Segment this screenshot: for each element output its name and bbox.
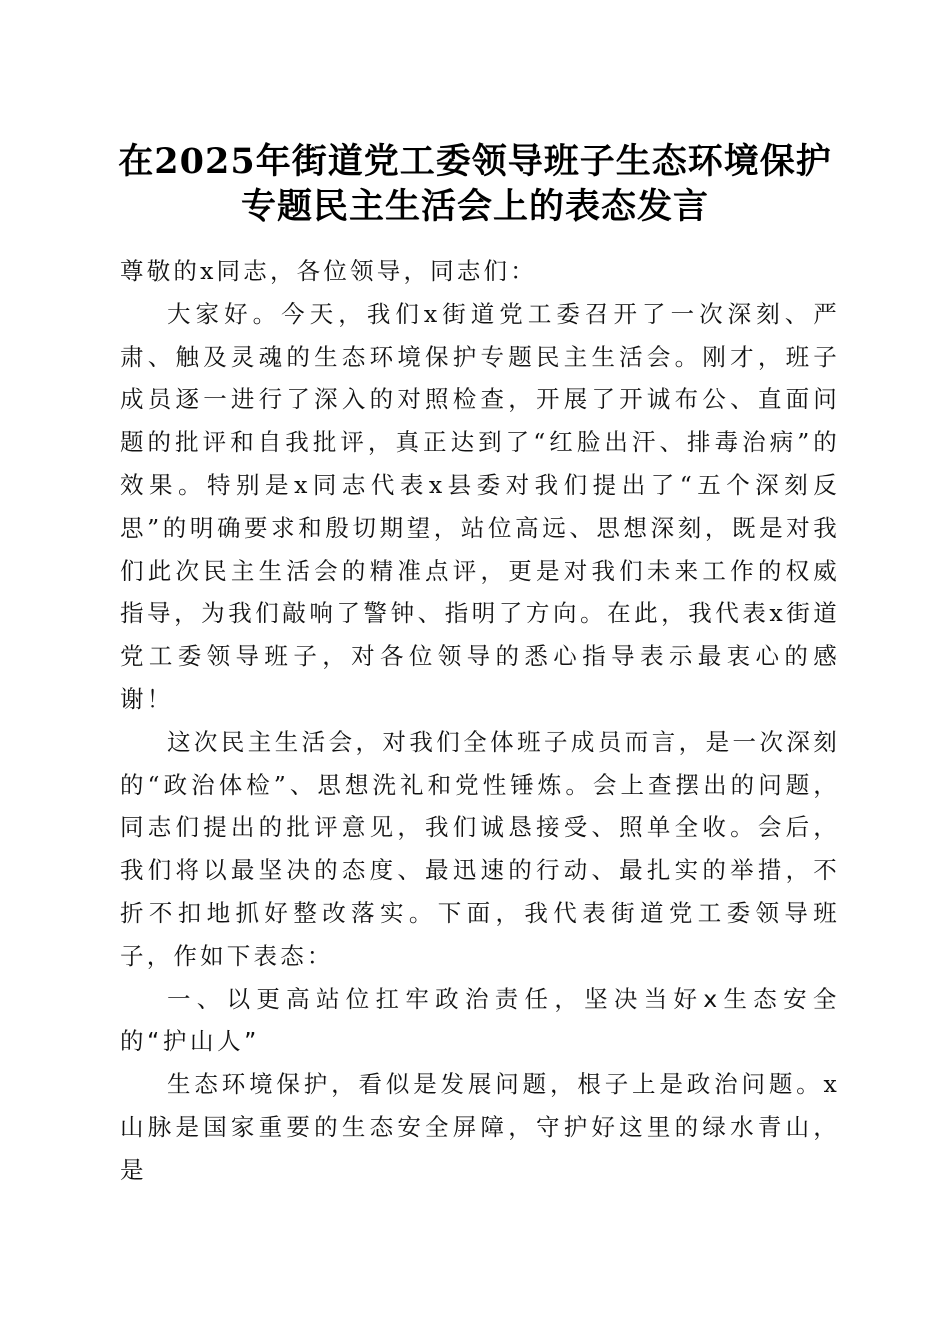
document-body [120,250,840,1192]
document-title-line-2: 专题民主生活会上的表态发言 [240,186,709,227]
paragraph-3: 生态环境保护，看似是发展问题，根子上是政治问题。x山脉是国家重要的生态安全屏障，守护好这里的绿水青山，是 [120,1070,840,1184]
paragraph-1: 大家好。今天，我们x街道党工委召开了一次深刻、严肃、触及灵魂的生态环境保护专题民主生活会。刚才，班子成员逐一进行了深入的对照检查，开展了开诚布公、直面问题的批评和自我批评，真正达到了“红脸出汗、排毒治病”的效果。特别是x同志代表x县委对我们提出了“五个深刻反思”的明确要求和殷切期望，站位高远、思想深刻，既是对我们此次民主生活会的精准点评，更是对我们未来工作的权威指导，为我们敲响了警钟、指明了方向。在此，我代表x街道党工委领导班子，对各位领导的悉心指导表示最衷心的感谢！ [120,299,840,713]
document-title-line-1: 在2025年街道党工委领导班子生态环境保护 [118,141,832,182]
paragraph-2: 这次民主生活会，对我们全体班子成员而言，是一次深刻的“政治体检”、思想洗礼和党性锤炼。会上查摆出的问题，同志们提出的批评意见，我们诚恳接受、照单全收。会后，我们将以最坚决的态度、最迅速的行动、最扎实的举措，不折不扣地抓好整改落实。下面，我代表街道党工委领导班子，作如下表态： [120,727,840,970]
salutation: 尊敬的x同志，各位领导，同志们： [120,257,537,285]
section-heading-1: 一、以更高站位扛牢政治责任，坚决当好x生态安全的“护山人” [120,984,840,1056]
